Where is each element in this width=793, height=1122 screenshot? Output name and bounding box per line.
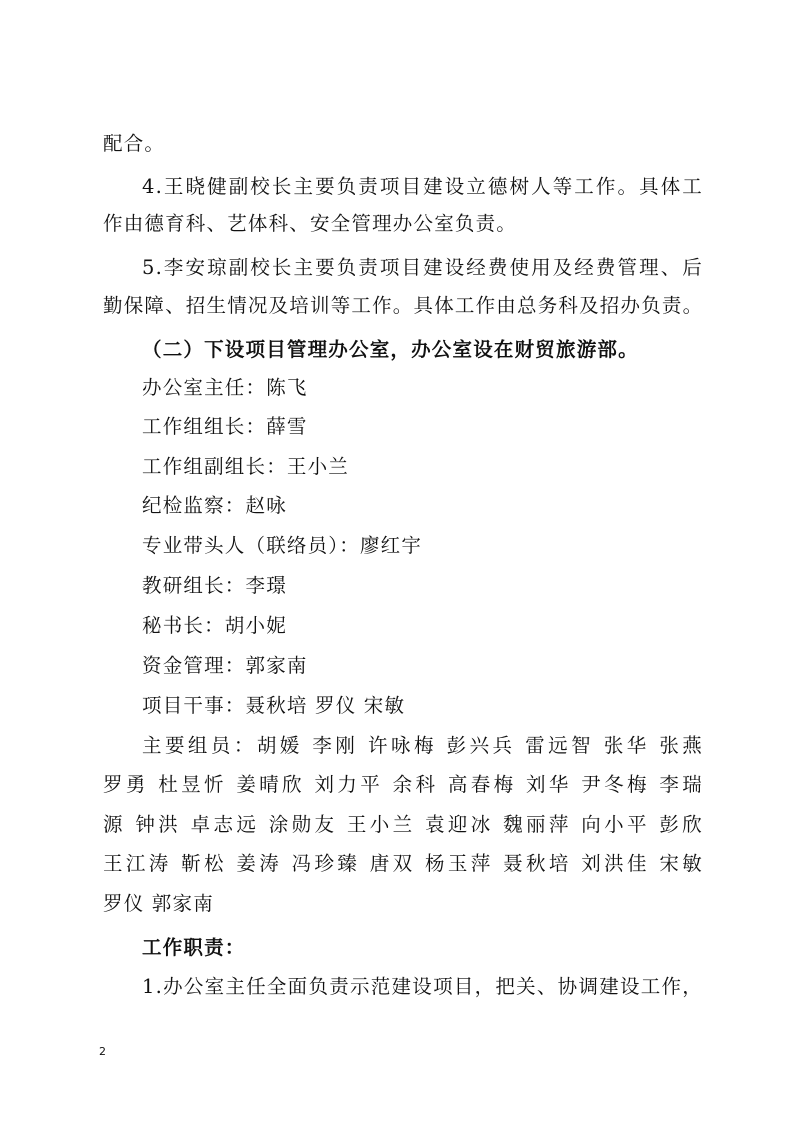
text-line-2: 4.王晓健副校长主要负责项目建设立德树人等工作。具体工 [142, 175, 703, 198]
page-number: 2 [99, 1045, 106, 1058]
text-line-9: 工作组副组长：王小兰 [142, 455, 350, 478]
text-line-5: 勤保障、招生情况及培训等工作。具体工作由总务科及招办负责。 [103, 294, 704, 317]
text-line-10: 纪检监察：赵咏 [142, 494, 287, 517]
text-line-7: 办公室主任：陈飞 [142, 376, 308, 399]
text-line-13: 秘书长：胡小妮 [142, 614, 287, 637]
text-line-19: 王江涛 靳松 姜涛 冯珍臻 唐双 杨玉萍 聂秋培 刘洪佳 宋敏 [103, 852, 703, 875]
text-line-20: 罗仪 郭家南 [103, 892, 214, 915]
text-line-11: 专业带头人（联络员）：廖红宇 [142, 534, 423, 557]
text-line-1: 配合。 [103, 132, 166, 155]
text-line-17: 罗勇 杜昱忻 姜晴欣 刘力平 余科 高春梅 刘华 尹冬梅 李瑞 [103, 773, 703, 796]
section-heading: （二）下设项目管理办公室，办公室设在财贸旅游部。 [142, 338, 639, 361]
text-line-18: 源 钟洪 卓志远 涂勋友 王小兰 袁迎冰 魏丽萍 向小平 彭欣 [103, 813, 703, 836]
text-line-16: 主要组员：胡媛 李刚 许咏梅 彭兴兵 雷远智 张华 张燕 [142, 734, 703, 757]
text-line-14: 资金管理：郭家南 [142, 654, 308, 677]
text-line-3: 作由德育科、艺体科、安全管理办公室负责。 [103, 212, 518, 235]
text-line-15: 项目干事：聂秋培 罗仪 宋敏 [142, 694, 406, 717]
text-line-22: 1.办公室主任全面负责示范建设项目，把关、协调建设工作， [142, 975, 703, 998]
text-line-8: 工作组组长：薛雪 [142, 415, 308, 438]
text-line-4: 5.李安琼副校长主要负责项目建设经费使用及经费管理、后 [142, 256, 703, 279]
text-line-12: 教研组长：李璟 [142, 574, 287, 597]
duties-heading: 工作职责： [142, 936, 246, 959]
